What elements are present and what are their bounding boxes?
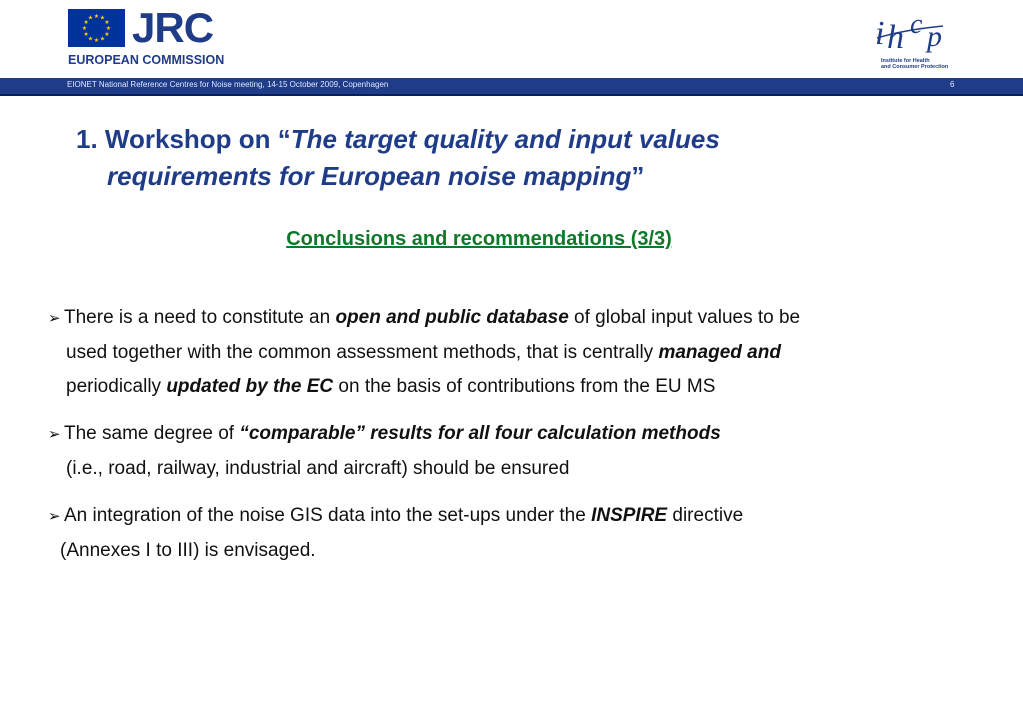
bullet-list [48, 301, 1008, 581]
title-emphasis-1: The target quality and input values [290, 124, 720, 154]
bullet-text: directive [667, 505, 744, 526]
svg-text:h: h [887, 19, 904, 56]
bullet-item [48, 499, 1008, 568]
european-commission-label: EUROPEAN COMMISSION [68, 53, 225, 67]
eu-star-icon: ★ [99, 15, 106, 22]
eu-flag-icon [68, 9, 125, 47]
title-suffix: ” [631, 161, 645, 191]
ihcp-wordmark-icon [873, 8, 963, 58]
arrow-bullet-icon: ➢ [48, 426, 61, 443]
bullet-text: (i.e., road, railway, industrial and aircraft) should be ensured [66, 458, 570, 479]
eu-star-icon: ★ [104, 20, 110, 26]
bullet-emphasis: INSPIRE [591, 505, 668, 526]
slide-header [0, 0, 1023, 78]
title-emphasis-2: requirements for European noise mapping [107, 161, 632, 191]
bullet-emphasis: “comparable” results for all four calculation methods [239, 423, 721, 444]
eu-stars [68, 9, 125, 47]
svg-text:i: i [875, 15, 885, 52]
bullet-item [48, 417, 1008, 486]
eu-star-icon: ★ [81, 26, 88, 32]
eu-star-icon: ★ [83, 20, 89, 26]
bullet-emphasis: managed and [658, 342, 781, 363]
bullet-text: used together with the common assessment methods, that is centrally [66, 342, 659, 363]
ihcp-caption: Institute for Health and Consumer Protection [881, 58, 949, 70]
ihcp-logo [873, 8, 963, 74]
bullet-text: The same degree of [64, 423, 240, 444]
jrc-acronym: JRC [132, 4, 214, 51]
bullet-emphasis: updated by the EC [166, 376, 334, 397]
slide-subtitle: Conclusions and recommendations (3/3) [286, 228, 672, 250]
eu-star-icon: ★ [105, 26, 112, 32]
page-number: 6 [950, 80, 955, 89]
title-line-2 [76, 158, 936, 195]
eu-star-icon: ★ [87, 36, 94, 43]
title-prefix: 1. Workshop on “ [76, 124, 291, 154]
bullet-text: on the basis of contributions from the EU MS [333, 376, 716, 397]
title-line-1 [76, 121, 936, 158]
eu-star-icon: ★ [104, 32, 110, 38]
bullet-emphasis: open and public database [335, 307, 569, 328]
subtitle-wrap [0, 228, 1023, 251]
eu-star-icon: ★ [99, 36, 106, 43]
bullet-text: (Annexes I to III) is envisaged. [60, 540, 316, 561]
arrow-bullet-icon: ➢ [48, 310, 61, 327]
eu-star-icon: ★ [93, 14, 100, 20]
meeting-bar [0, 78, 1023, 96]
arrow-bullet-icon: ➢ [48, 508, 61, 525]
eu-star-icon: ★ [83, 32, 89, 38]
bullet-text: of global input values to be [568, 307, 801, 328]
bullet-text: There is a need to constitute an [64, 307, 336, 328]
bullet-item [48, 301, 1008, 404]
eu-star-icon: ★ [93, 38, 100, 44]
bullet-text: periodically [66, 376, 167, 397]
svg-text:c: c [910, 9, 923, 40]
meeting-info: EIONET National Reference Centres for Noise meeting, 14-15 October 2009, Copenhagen [67, 80, 389, 89]
bullet-text: An integration of the noise GIS data into the set-ups under the [64, 505, 592, 526]
jrc-logo [68, 4, 225, 69]
svg-text:p: p [927, 20, 942, 53]
slide-title [76, 121, 936, 195]
eu-star-icon: ★ [87, 15, 94, 22]
